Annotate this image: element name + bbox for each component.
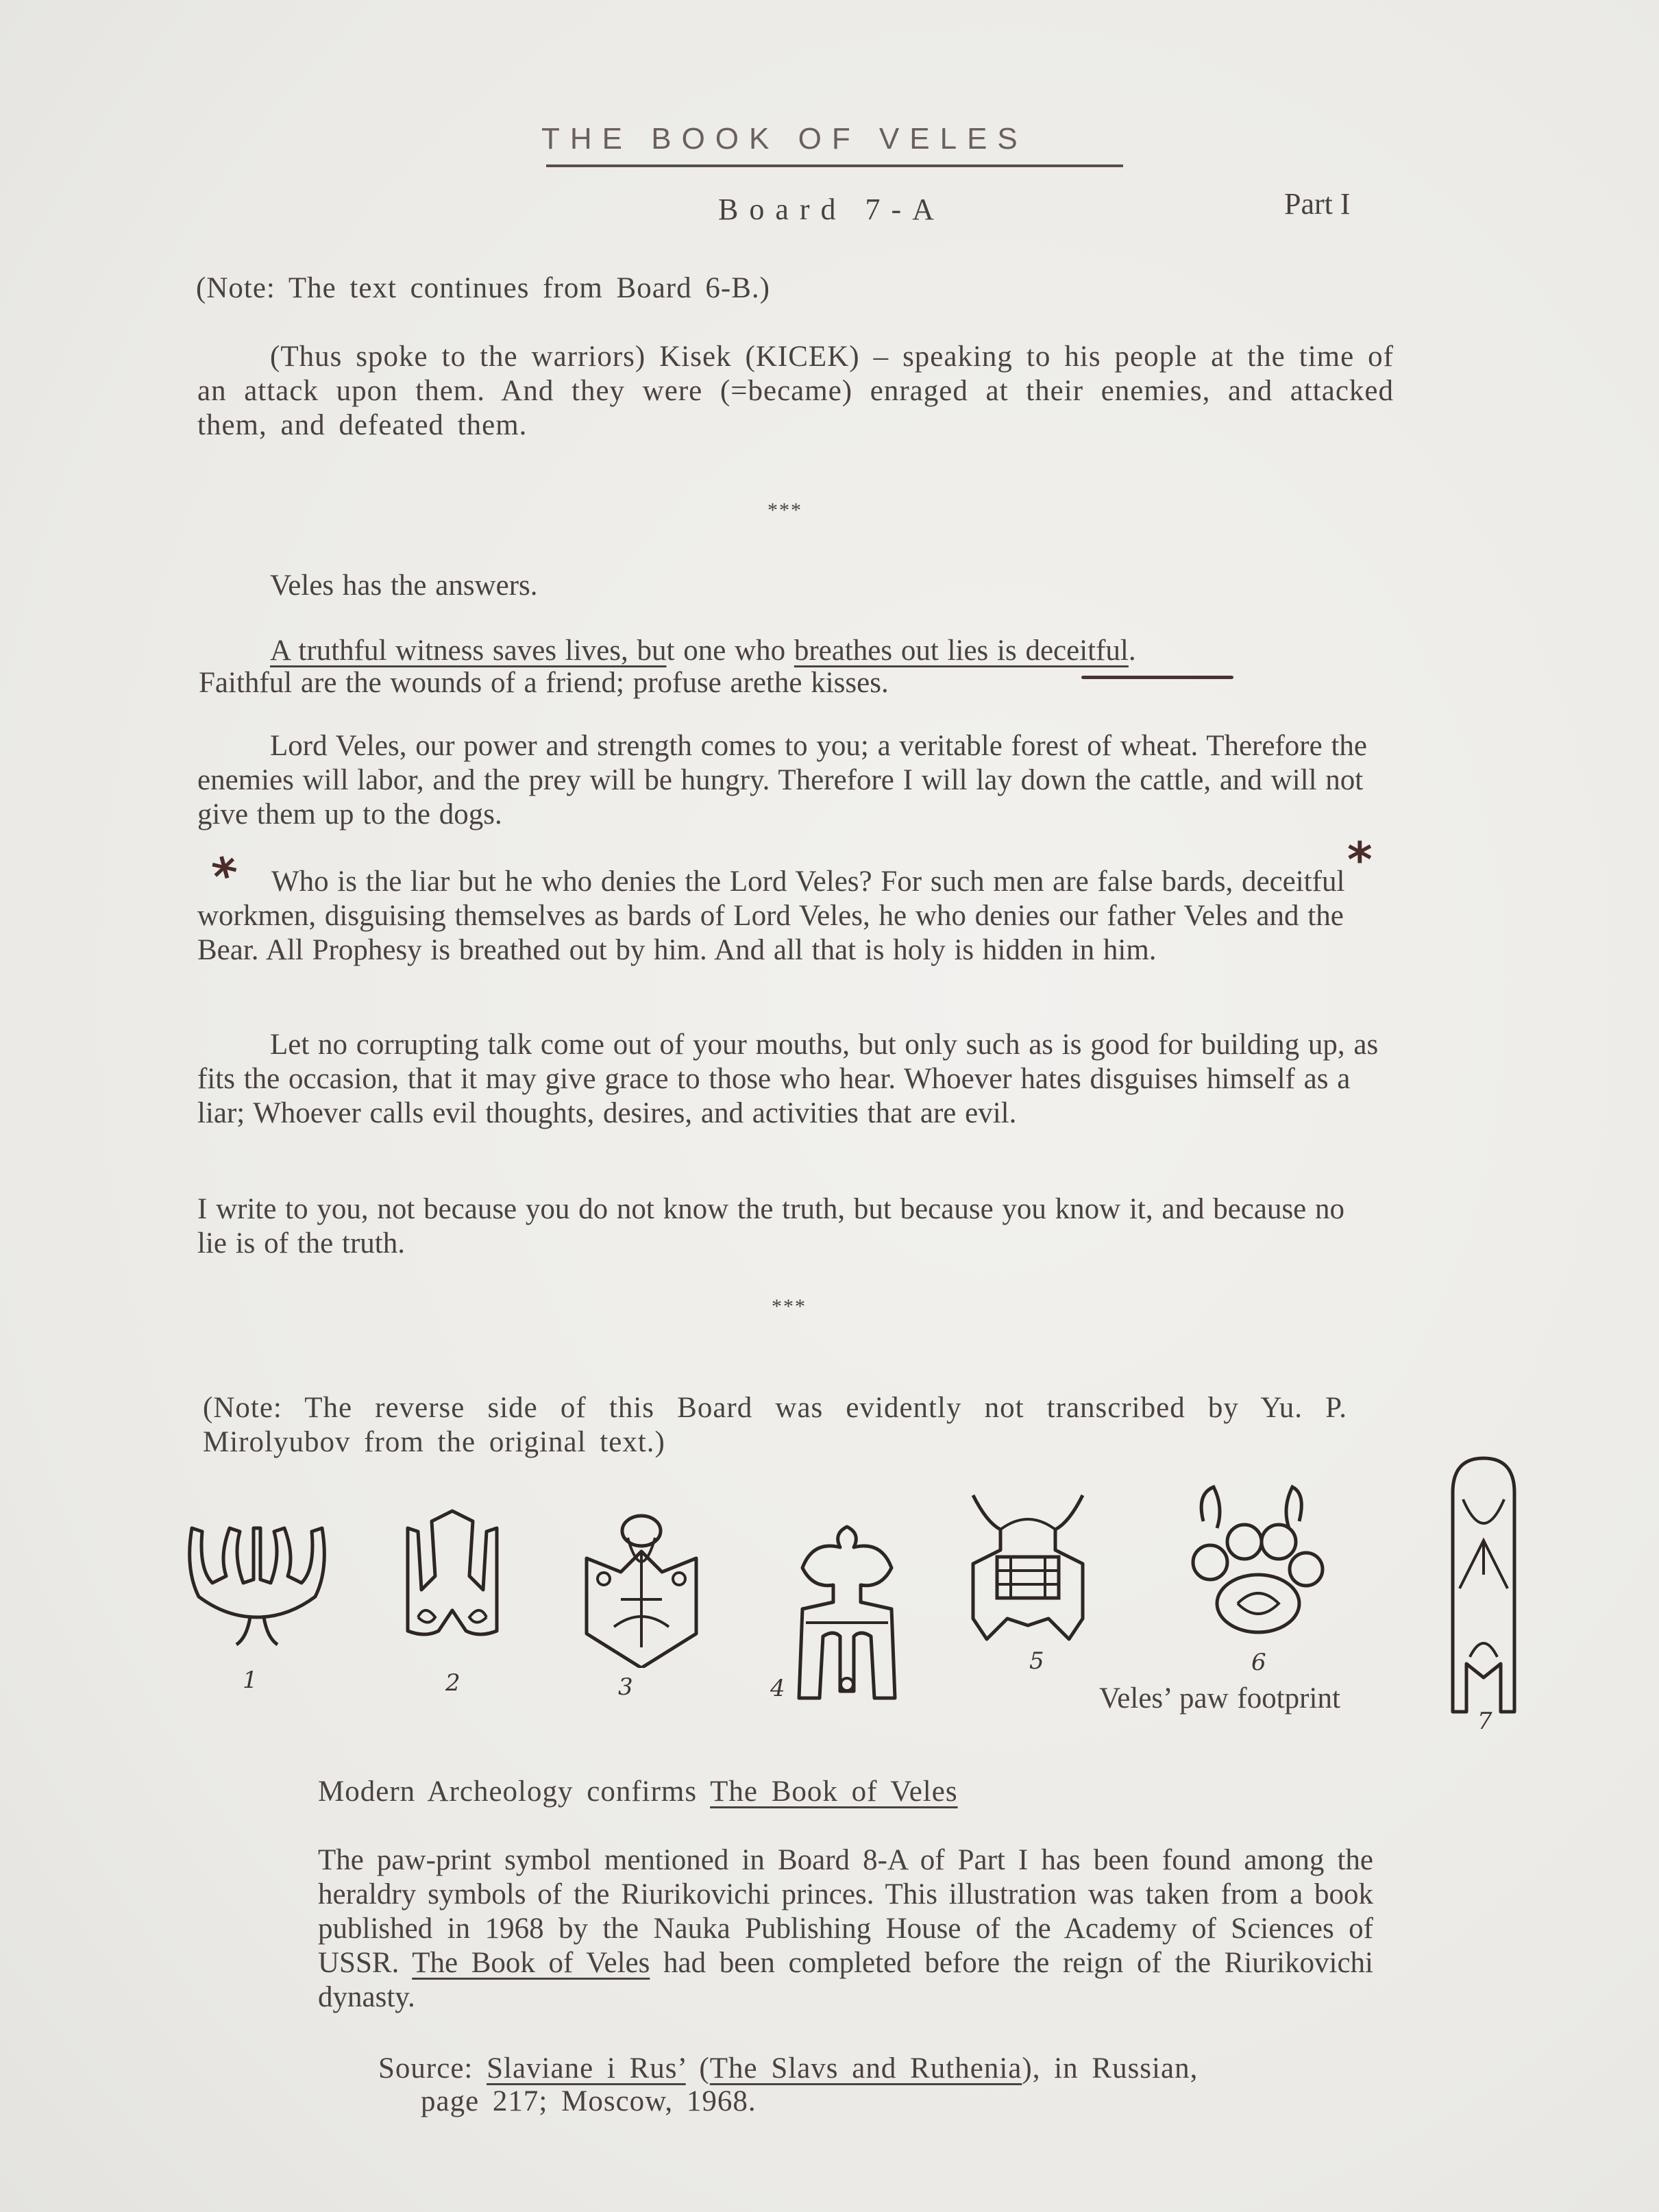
lies-underlined-text: breathes out lies is deceitful xyxy=(794,635,1129,667)
board-label: Board 7-A xyxy=(718,193,945,226)
source-title-english: The Slavs and Ruthenia xyxy=(709,2052,1022,2085)
handwritten-asterisk-left: * xyxy=(207,844,246,906)
witness-middle-text: t one who xyxy=(666,635,794,667)
ornamental-symbol-5 xyxy=(959,1482,1096,1646)
witness-period: . xyxy=(1128,635,1136,667)
note-continuation: (Note: The text continues from Board 6-B.) xyxy=(196,272,770,304)
trident-symbol-2 xyxy=(397,1508,507,1651)
archeology-paragraph-book-title: The Book of Veles xyxy=(412,1947,650,1979)
veles-answers-line: Veles has the answers. xyxy=(270,569,538,602)
witness-line xyxy=(270,634,1136,668)
symbol-number-3: 3 xyxy=(618,1673,633,1701)
symbol-number-7: 7 xyxy=(1477,1708,1492,1735)
paw-print-symbol-6 xyxy=(1176,1480,1327,1645)
symbol-number-1: 1 xyxy=(243,1667,258,1694)
trident-symbol-4 xyxy=(785,1520,909,1705)
archeology-heading-text: Modern Archeology confirms xyxy=(318,1775,711,1808)
part-label: Part I xyxy=(1284,187,1351,221)
paragraph-kisek: (Thus spoke to the warriors) Kisek (KICEK) – speaking to his people at the time of an attack upon them. And they were (=became) enraged at their enemies, and attacked them, and defeated them. xyxy=(197,341,1394,441)
source-label: Source: xyxy=(378,2052,487,2085)
paragraph-write: I write to you, not because you do not know the truth, but because you know it, and because no lie is of the truth. xyxy=(197,1193,1345,1259)
symbol-number-2: 2 xyxy=(445,1669,460,1697)
document-title: THE BOOK OF VELES xyxy=(541,122,1028,156)
handwritten-asterisk-right: * xyxy=(1347,832,1373,888)
archeology-heading xyxy=(318,1775,958,1809)
paragraph-liar: Who is the liar but he who denies the Lord Veles? For such men are false bards, deceitful workmen, disguising themselves as bards of Lord Veles, he who denies our father Veles and the Bear. All Prophesy is breathed out by him. And all that is holy is hidden in him. xyxy=(197,865,1345,966)
symbol-number-4: 4 xyxy=(770,1675,785,1702)
paragraph-lord-veles: Lord Veles, our power and strength comes to you; a veritable forest of wheat. Therefore the enemies will labor, and the prey will be hungry. Therefore I will lay down the cattle, and will not give them up to the dogs. xyxy=(197,730,1367,831)
section-separator: *** xyxy=(767,499,802,521)
source-line-1 xyxy=(378,2052,1198,2086)
paragraph-corrupting-talk: Let no corrupting talk come out of your mouths, but only such as is good for building up, as fits the occasion, that it may give grace to those who hear. Whoever hates disguises himself as a liar; Whoever calls evil thoughts, desires, and activities that are evil. xyxy=(197,1029,1379,1129)
section-separator-2: *** xyxy=(772,1295,807,1318)
source-details: ), in Russian, xyxy=(1022,2052,1199,2085)
bird-shield-symbol-3 xyxy=(580,1510,703,1668)
paw-footprint-caption: Veles’ paw footprint xyxy=(1099,1682,1340,1715)
source-paren-open: ( xyxy=(685,2052,710,2085)
tall-ornamental-symbol-7 xyxy=(1439,1451,1528,1725)
witness-underlined-text: A truthful witness saves lives, bu xyxy=(270,635,667,667)
note-reverse-side: (Note: The reverse side of this Board was evidently not transcribed by Yu. P. Mirolyubov from the original text.) xyxy=(203,1392,1347,1458)
symbol-number-5: 5 xyxy=(1029,1647,1044,1675)
faithful-line: Faithful are the wounds of a friend; profuse arethe kisses. xyxy=(199,667,889,699)
handwritten-stroke xyxy=(1081,676,1233,679)
source-title-russian: Slaviane i Rus’ xyxy=(487,2052,686,2085)
archeology-paragraph xyxy=(318,1843,1373,2015)
symbol-number-6: 6 xyxy=(1251,1649,1266,1676)
trident-symbol-1 xyxy=(185,1514,329,1651)
archeology-paragraph-end: had been completed before the reign of the Riurikovichi dynasty. xyxy=(318,1947,1373,2013)
archeology-paragraph-text: The paw-print symbol mentioned in Board 8-A of Part I has been found among the heraldry symbols of the Riurikovichi princes. This illustration was taken from a book published in 1968 by the Nauka Publishing House of the Academy of Sciences of USSR. xyxy=(318,1844,1373,1979)
archeology-heading-book-title: The Book of Veles xyxy=(710,1775,958,1808)
title-underline xyxy=(546,164,1123,167)
source-line-2: page 217; Moscow, 1968. xyxy=(421,2085,757,2117)
